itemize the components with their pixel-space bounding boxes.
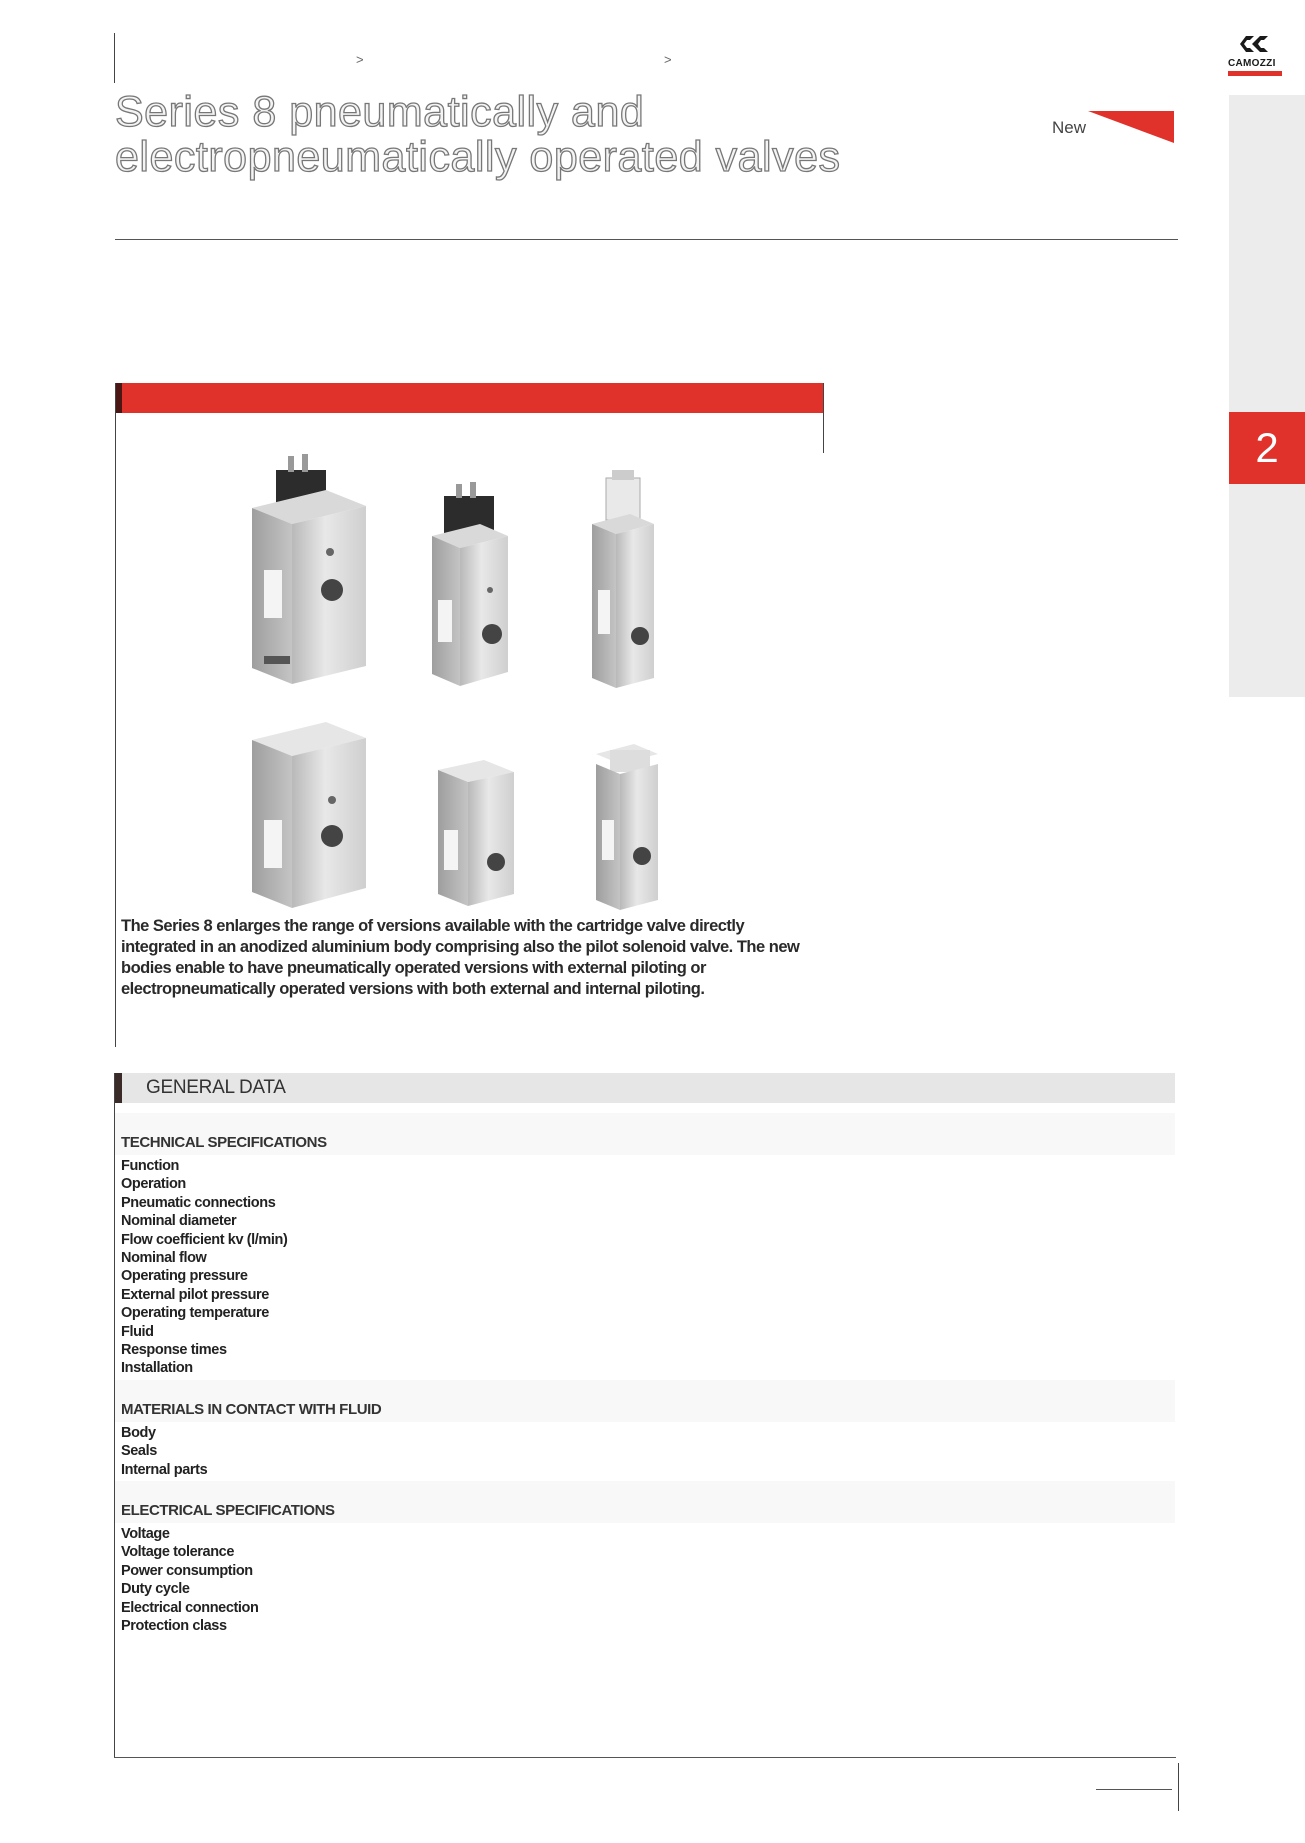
valve-photo-1 (252, 454, 366, 684)
breadcrumb-separator: > (664, 52, 672, 67)
spec-row: Protection class (121, 1618, 227, 1635)
product-box-left-rule (115, 383, 116, 1047)
camozzi-logo-underline (1228, 71, 1282, 76)
spec-row: Nominal flow (121, 1250, 207, 1267)
spec-row: External pilot pressure (121, 1286, 269, 1303)
spec-row: Installation (121, 1360, 193, 1377)
valve-photo-5 (438, 760, 514, 906)
section-header-electrical (115, 1481, 1175, 1523)
product-section-bar-accent (115, 383, 122, 413)
header-left-rule (114, 33, 115, 83)
spec-row: Operation (121, 1176, 186, 1193)
footer-rule (1096, 1789, 1172, 1790)
spec-row: Electrical connection (121, 1599, 259, 1616)
spec-row: Internal parts (121, 1461, 208, 1478)
header-divider (115, 239, 1178, 240)
section-header-technical (115, 1113, 1175, 1155)
section-header-materials (115, 1380, 1175, 1422)
product-image (230, 450, 700, 920)
spec-row: Power consumption (121, 1562, 253, 1579)
spec-row: Operating pressure (121, 1268, 248, 1285)
general-data-bottom-rule (114, 1757, 1176, 1758)
spec-row: Function (121, 1158, 180, 1174)
new-badge-label: New (1052, 118, 1087, 137)
electrical-spec-list (121, 1525, 258, 1635)
page-title-line-1: Series 8 pneumatically and (115, 88, 645, 136)
section-title: MATERIALS IN CONTACT WITH FLUID (121, 1401, 382, 1418)
spec-row: Duty cycle (121, 1581, 190, 1598)
technical-spec-list (121, 1157, 287, 1378)
spec-row: Flow coefficient kv (l/min) (121, 1231, 288, 1248)
spec-row: Operating temperature (121, 1305, 269, 1322)
spec-row: Fluid (121, 1323, 154, 1340)
footer-vertical-rule (1178, 1763, 1179, 1811)
materials-list (121, 1424, 207, 1479)
general-data-bar-accent (115, 1073, 122, 1103)
valve-photo-3 (592, 470, 654, 688)
spec-row: Voltage (121, 1526, 170, 1542)
general-data-left-rule (114, 1073, 115, 1758)
product-section-bar (115, 383, 824, 413)
page-title (115, 90, 841, 180)
chapter-tab[interactable]: 2 (1229, 412, 1305, 484)
camozzi-logo (1226, 32, 1288, 78)
page-title-line-2: electropneumatically operated valves (115, 133, 841, 181)
spec-row: Body (121, 1425, 156, 1441)
valve-photo-6 (596, 744, 658, 910)
valve-photo-4 (252, 722, 366, 908)
breadcrumb-separator: > (356, 52, 364, 67)
spec-row: Nominal diameter (121, 1213, 237, 1230)
new-badge-triangle-icon (1088, 110, 1176, 144)
chapter-sidebar (1229, 95, 1305, 697)
intro-paragraph: The Series 8 enlarges the range of versions available with the cartridge valve directly integrated in an anodized aluminium body comprising also the pilot solenoid valve. The new bodies enable to have pneumatically operated versions with external piloting or electropneumatically operated versions with both external and internal piloting. (121, 917, 800, 998)
spec-row: Seals (121, 1443, 157, 1460)
general-data-title: GENERAL DATA (146, 1077, 286, 1098)
spec-row: Pneumatic connections (121, 1194, 276, 1211)
spec-row: Response times (121, 1342, 227, 1359)
spec-row: Voltage tolerance (121, 1544, 234, 1561)
section-title: ELECTRICAL SPECIFICATIONS (121, 1502, 335, 1519)
product-box-right-rule (823, 383, 824, 453)
valve-photo-2 (432, 482, 508, 686)
camozzi-logo-text: CAMOZZI (1228, 58, 1276, 69)
section-title: TECHNICAL SPECIFICATIONS (121, 1134, 327, 1151)
